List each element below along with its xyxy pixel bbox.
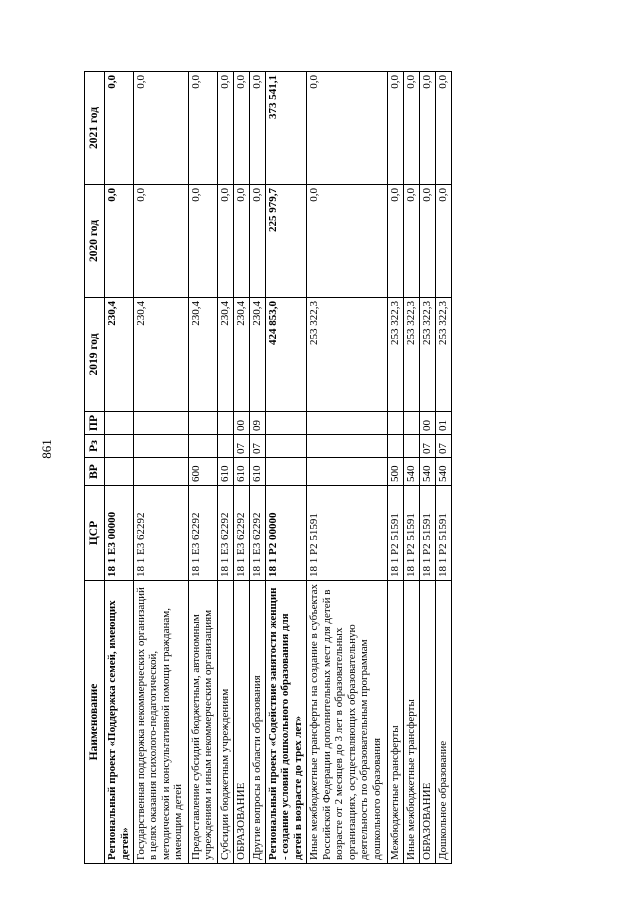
cell-rz: 07 [419,435,435,458]
cell-vr: 540 [419,458,435,486]
cell-2021: 0,0 [307,72,388,185]
cell-name: Межбюджетные трансферты [387,581,403,864]
cell-2019: 230,4 [249,298,265,412]
table-row [249,72,265,864]
budget-table [84,71,452,864]
cell-2021: 0,0 [217,72,233,185]
cell-vr: 610 [217,458,233,486]
cell-name: ОБРАЗОВАНИЕ [419,581,435,864]
header-2019: 2019 год [85,298,105,412]
cell-pr: 09 [249,412,265,435]
cell-2020: 0,0 [217,185,233,298]
table-row [265,72,307,864]
cell-pr [265,412,307,435]
cell-2019: 253 322,3 [435,298,451,412]
table-row [435,72,451,864]
cell-2019: 424 853,0 [265,298,307,412]
cell-csr: 18 1 P2 51591 [419,486,435,581]
cell-2021: 0,0 [419,72,435,185]
cell-2019: 230,4 [233,298,249,412]
cell-rz [217,435,233,458]
header-vr: ВР [85,458,105,486]
table-row [133,72,188,864]
cell-name: Предоставление субсидий бюджетным, автономным учреждениям и иным некоммерческим организациям [188,581,217,864]
cell-2020: 0,0 [188,185,217,298]
cell-rz [105,435,134,458]
cell-2021: 0,0 [249,72,265,185]
page-number: 861 [39,439,54,459]
cell-2019: 230,4 [217,298,233,412]
cell-csr: 18 1 E3 62292 [233,486,249,581]
cell-vr [307,458,388,486]
cell-vr [265,458,307,486]
cell-2021: 0,0 [188,72,217,185]
cell-2020: 0,0 [307,185,388,298]
cell-2021: 373 541,1 [265,72,307,185]
cell-2019: 253 322,3 [419,298,435,412]
table-row [419,72,435,864]
cell-vr: 610 [233,458,249,486]
cell-csr: 18 1 P2 00000 [265,486,307,581]
cell-2019: 230,4 [133,298,188,412]
cell-pr [387,412,403,435]
cell-name: Региональный проект «Поддержка семей, имеющих детей» [105,581,134,864]
cell-pr [105,412,134,435]
header-name: Наименование [85,581,105,864]
table-row [387,72,403,864]
cell-2020: 0,0 [233,185,249,298]
cell-rz [265,435,307,458]
header-rz: Рз [85,435,105,458]
cell-rz [403,435,419,458]
cell-2021: 0,0 [435,72,451,185]
cell-2019: 253 322,3 [307,298,388,412]
header-pr: ПР [85,412,105,435]
cell-name: Иные межбюджетные трансферты [403,581,419,864]
header-2021: 2021 год [85,72,105,185]
cell-csr: 18 1 P2 51591 [403,486,419,581]
header-csr: ЦСР [85,486,105,581]
cell-2020: 0,0 [133,185,188,298]
cell-pr [133,412,188,435]
table-row [188,72,217,864]
cell-pr: 00 [419,412,435,435]
table-header-row [85,72,105,864]
cell-name: ОБРАЗОВАНИЕ [233,581,249,864]
cell-rz [387,435,403,458]
cell-name: Субсидии бюджетным учреждениям [217,581,233,864]
cell-pr [307,412,388,435]
cell-csr: 18 1 E3 00000 [105,486,134,581]
cell-2019: 230,4 [188,298,217,412]
table-row [403,72,419,864]
cell-2021: 0,0 [105,72,134,185]
cell-2019: 253 322,3 [403,298,419,412]
cell-name: Региональный проект «Содействие занятости женщин - создание условий дошкольного образования для детей в возрасте до трех лет» [265,581,307,864]
cell-2021: 0,0 [233,72,249,185]
table-row [217,72,233,864]
table-row [233,72,249,864]
cell-csr: 18 1 E3 62292 [249,486,265,581]
cell-2019: 253 322,3 [387,298,403,412]
cell-vr [105,458,134,486]
cell-csr: 18 1 P2 51591 [307,486,388,581]
cell-name: Дошкольное образование [435,581,451,864]
table-row [105,72,134,864]
cell-rz: 07 [249,435,265,458]
cell-csr: 18 1 E3 62292 [133,486,188,581]
cell-csr: 18 1 E3 62292 [217,486,233,581]
cell-csr: 18 1 E3 62292 [188,486,217,581]
cell-name: Другие вопросы в области образования [249,581,265,864]
rotated-table-frame [84,72,452,864]
cell-vr: 610 [249,458,265,486]
cell-rz [188,435,217,458]
cell-2020: 0,0 [249,185,265,298]
cell-vr: 540 [435,458,451,486]
cell-2021: 0,0 [387,72,403,185]
cell-2020: 0,0 [105,185,134,298]
cell-vr [133,458,188,486]
table-row [307,72,388,864]
cell-2021: 0,0 [133,72,188,185]
cell-csr: 18 1 P2 51591 [435,486,451,581]
cell-name: Государственная поддержка некоммерческих организаций в целях оказания психолого-педагогической, методической и консультативной помощи гражданам, имеющим детей [133,581,188,864]
cell-2020: 0,0 [387,185,403,298]
cell-name: Иные межбюджетные трансферты на создание в субъектах Российской Федерации дополнительных мест для детей в возрасте от 2 месяцев до 3 лет в образовательных организациях, осуществляющих образовательную деятельность по образовательным программам дошкольного образования [307,581,388,864]
cell-pr [188,412,217,435]
cell-rz: 07 [233,435,249,458]
cell-pr: 01 [435,412,451,435]
cell-rz [133,435,188,458]
cell-rz [307,435,388,458]
cell-2020: 0,0 [435,185,451,298]
cell-csr: 18 1 P2 51591 [387,486,403,581]
cell-2021: 0,0 [403,72,419,185]
cell-pr [403,412,419,435]
cell-vr: 540 [403,458,419,486]
cell-pr: 00 [233,412,249,435]
cell-2020: 225 979,7 [265,185,307,298]
cell-pr [217,412,233,435]
cell-vr: 500 [387,458,403,486]
cell-2020: 0,0 [419,185,435,298]
header-2020: 2020 год [85,185,105,298]
cell-2019: 230,4 [105,298,134,412]
cell-vr: 600 [188,458,217,486]
cell-rz: 07 [435,435,451,458]
cell-2020: 0,0 [403,185,419,298]
